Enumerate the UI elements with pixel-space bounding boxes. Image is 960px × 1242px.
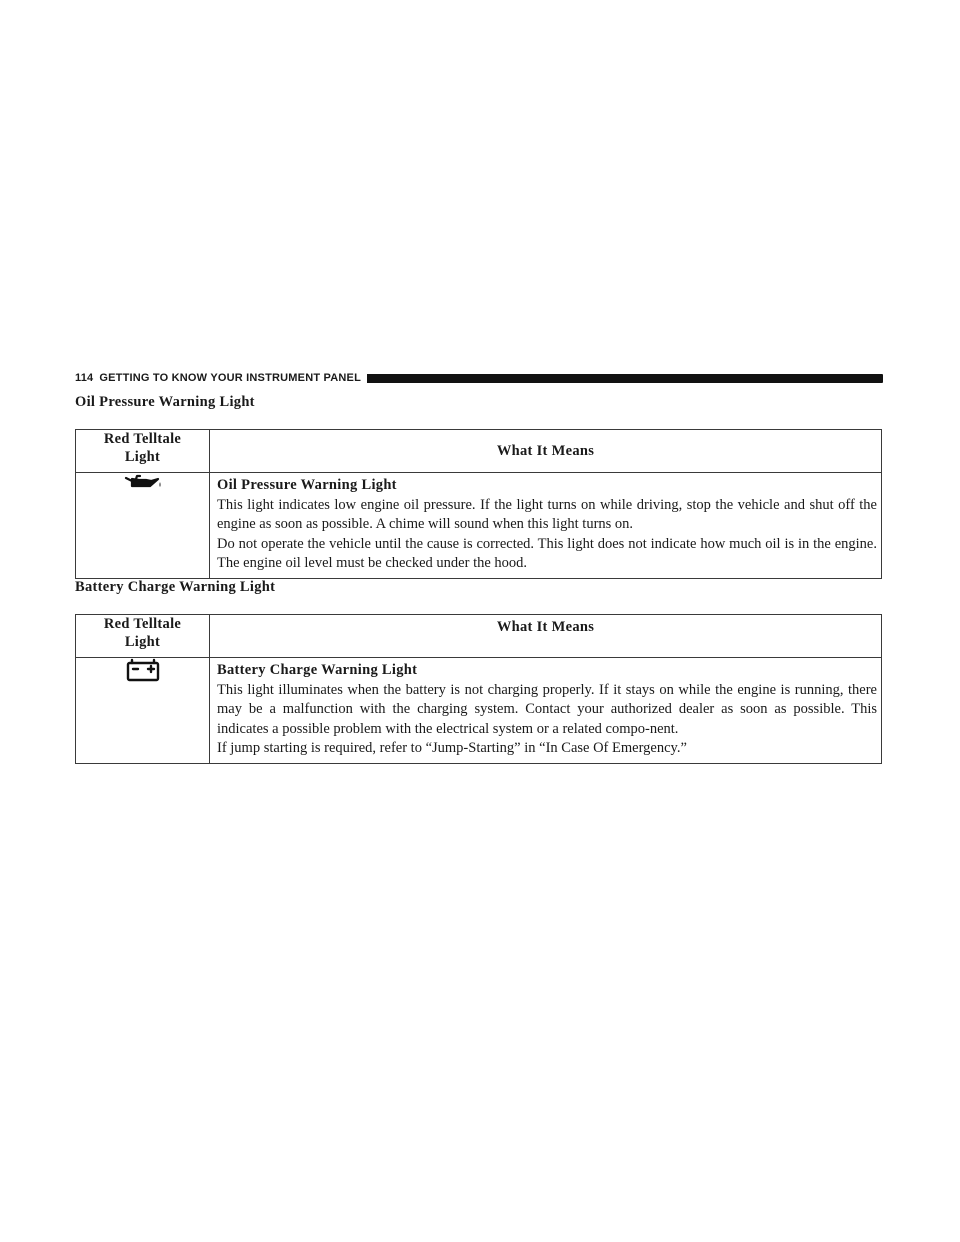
page-number: 114 <box>75 372 94 384</box>
battery-icon <box>125 658 161 682</box>
entry-title: Oil Pressure Warning Light <box>217 477 397 493</box>
entry-paragraph: This light indicates low engine oil pressure. If the light turns on while driving, stop the vehicle and shut off the engine as soon as possible. A chime will sound when this light turns on. <box>217 496 877 532</box>
table-row <box>76 473 882 579</box>
table-row <box>76 658 882 764</box>
battery-charge-table <box>75 614 882 764</box>
icon-cell <box>76 658 210 764</box>
column-header-telltale: Red Telltale Light <box>76 430 210 473</box>
entry-title: Battery Charge Warning Light <box>217 662 418 678</box>
oil-pressure-table <box>75 429 882 579</box>
entry-paragraph: If jump starting is required, refer to “Jump-Starting” in “In Case Of Emergency.” <box>217 740 687 756</box>
column-header-meaning: What It Means <box>210 615 882 658</box>
entry-paragraph: Do not operate the vehicle until the cause is corrected. This light does not indicate how much oil is in the engine. The engine oil level must be checked under the hood. <box>217 535 877 571</box>
entry-paragraph: This light illuminates when the battery is not charging properly. If it stays on while the engine is running, there may be a malfunction with the charging system. Contact your authorized dealer as soon as possible. This indicates a possible problem with the electrical system or a related compo-nent. <box>217 681 877 737</box>
table-header-row <box>76 615 882 658</box>
section-heading-oil-pressure: Oil Pressure Warning Light <box>75 394 255 410</box>
page-header <box>75 370 883 386</box>
header-title: GETTING TO KNOW YOUR INSTRUMENT PANEL <box>99 372 361 384</box>
icon-cell <box>76 473 210 579</box>
oil-can-icon <box>123 473 163 491</box>
header-rule <box>367 374 883 383</box>
meaning-cell <box>210 473 882 579</box>
column-header-telltale: Red Telltale Light <box>76 615 210 658</box>
meaning-cell <box>210 658 882 764</box>
column-header-meaning: What It Means <box>210 430 882 473</box>
table-header-row <box>76 430 882 473</box>
section-heading-battery-charge: Battery Charge Warning Light <box>75 579 276 595</box>
